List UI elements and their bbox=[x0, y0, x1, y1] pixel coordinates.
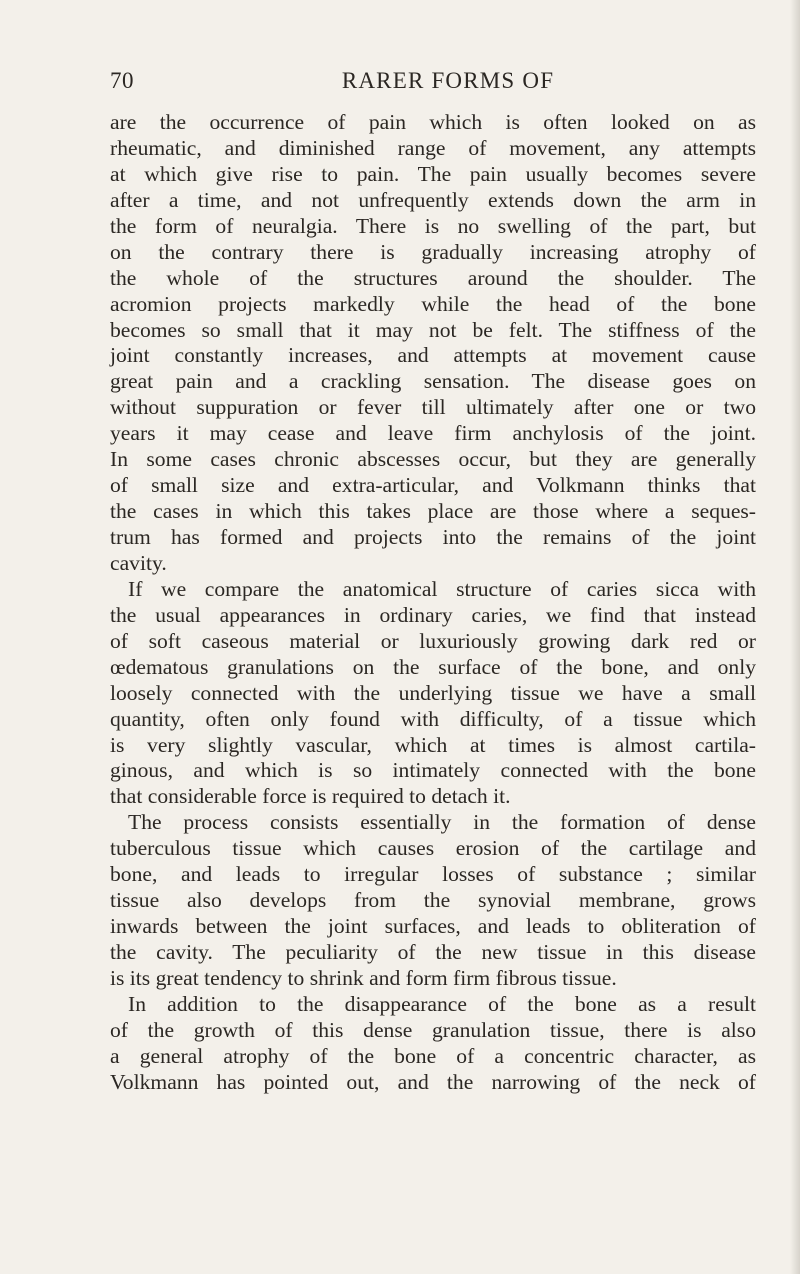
text-line: bone, and leads to irregular losses of substance ; similar bbox=[110, 862, 756, 887]
text-line: quantity, often only found with difficulty, of a tissue which bbox=[110, 706, 756, 731]
text-line: trum has formed and projects into the remains of the joint bbox=[110, 525, 756, 549]
text-line: loosely connected with the underlying tissue we have a small bbox=[110, 680, 756, 705]
text-line: the cases in which this takes place are those where a seques- bbox=[110, 499, 756, 524]
text-line: In some cases chronic abscesses occur, but they are generally bbox=[110, 447, 756, 472]
text-line: are the occurrence of pain which is often looked on as bbox=[110, 110, 756, 134]
text-line: inwards between the joint surfaces, and leads to obliteration of bbox=[110, 914, 756, 939]
text-line: is its great tendency to shrink and form firm fibrous tissue. bbox=[110, 965, 617, 990]
page-edge-shadow bbox=[790, 0, 800, 1274]
text-line: of small size and extra-articular, and Volkmann thinks that bbox=[110, 473, 756, 498]
text-line: becomes so small that it may not be felt. The stiffness of the bbox=[110, 317, 756, 342]
text-line: on the contrary there is gradually increasing atrophy of bbox=[110, 239, 756, 264]
text-line: The process consists essentially in the formation of dense bbox=[128, 810, 756, 835]
text-line: great pain and a crackling sensation. The disease goes on bbox=[110, 369, 756, 394]
text-line: acromion projects markedly while the head of the bone bbox=[110, 291, 756, 316]
text-line: tuberculous tissue which causes erosion of the cartilage and bbox=[110, 836, 756, 861]
text-line: that considerable force is required to detach it. bbox=[110, 784, 511, 809]
text-line: ginous, and which is so intimately connected with the bone bbox=[110, 758, 756, 783]
text-line: years it may cease and leave firm anchylosis of the joint. bbox=[110, 421, 756, 446]
text-line: is very slightly vascular, which at times is almost cartila- bbox=[110, 732, 756, 757]
text-line: the form of neuralgia. There is no swelling of the part, but bbox=[110, 213, 756, 238]
text-line: Volkmann has pointed out, and the narrowing of the neck of bbox=[110, 1069, 756, 1094]
text-line: of the growth of this dense granulation tissue, there is also bbox=[110, 1017, 756, 1042]
text-line: after a time, and not unfrequently extends down the arm in bbox=[110, 187, 756, 212]
text-line: rheumatic, and diminished range of movement, any attempts bbox=[110, 135, 756, 160]
text-line: at which give rise to pain. The pain usually becomes severe bbox=[110, 161, 756, 186]
text-line: the cavity. The peculiarity of the new tissue in this disease bbox=[110, 940, 756, 964]
text-line: the whole of the structures around the shoulder. The bbox=[110, 265, 756, 290]
text-line: cavity. bbox=[110, 550, 167, 575]
text-line: joint constantly increases, and attempts at movement cause bbox=[110, 343, 756, 368]
text-line: œdematous granulations on the surface of the bone, and only bbox=[110, 654, 756, 679]
text-line: If we compare the anatomical structure of caries sicca with bbox=[128, 576, 756, 601]
text-line: without suppuration or fever till ultimately after one or two bbox=[110, 395, 756, 420]
running-title: RARER FORMS OF bbox=[341, 68, 555, 93]
text-line: In addition to the disappearance of the bone as a result bbox=[128, 991, 756, 1016]
text-line: the usual appearances in ordinary caries, we find that instead bbox=[110, 602, 756, 627]
text-line: tissue also develops from the synovial membrane, grows bbox=[110, 888, 756, 913]
text-line: of soft caseous material or luxuriously growing dark red or bbox=[110, 628, 756, 653]
page-number: 70 bbox=[110, 68, 134, 93]
text-line: a general atrophy of the bone of a concentric character, as bbox=[110, 1043, 756, 1068]
running-head bbox=[110, 68, 750, 98]
body-text bbox=[110, 110, 756, 1096]
